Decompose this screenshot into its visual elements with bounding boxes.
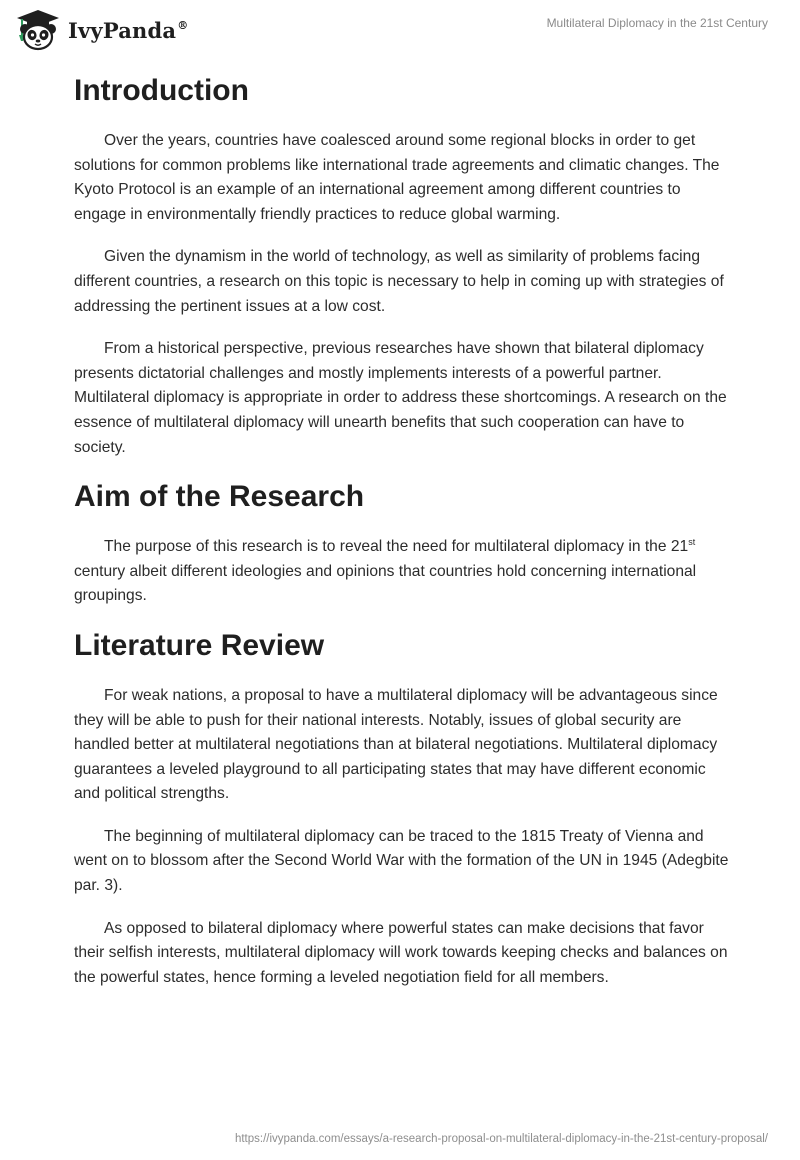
- essay-content: [74, 68, 734, 990]
- panda-logo-icon: [14, 8, 62, 52]
- literature-paragraph-1: For weak nations, a proposal to have a multilateral diplomacy will be advantageous since they will be able to push for their national interests. Notably, issues of global security are handled better at multilateral negotiations than at bilateral negotiations. Multilateral diplomacy guarantees a leveled playground to all participating states that may have different economic and political strengths.: [74, 686, 718, 803]
- aim-paragraph: [74, 535, 734, 609]
- heading-literature-review: Literature Review: [74, 628, 325, 662]
- logo[interactable]: [14, 8, 188, 52]
- heading-aim-of-the-research: Aim of the Research: [74, 480, 365, 514]
- intro-paragraph-2: Given the dynamism in the world of technology, as well as similarity of problems facing different countries, a research on this topic is necessary to help in coming up with strategies of addressing the pertinent issues at a low cost.: [74, 248, 724, 315]
- source-url[interactable]: https://ivypanda.com/essays/a-research-proposal-on-multilateral-diplomacy-in-the-21st-century-proposal/: [234, 1133, 768, 1145]
- ordinal-suffix: st: [688, 537, 696, 548]
- aim-paragraph-text-start: The purpose of this research is to reveal the need for multilateral diplomacy in the 21: [104, 538, 689, 556]
- literature-paragraph-2: The beginning of multilateral diplomacy can be traced to the 1815 Treaty of Vienna and went on to blossom after the Second World War with the formation of the UN in 1945 (Adegbite par. 3).: [74, 827, 729, 895]
- heading-introduction: Introduction: [74, 74, 249, 107]
- aim-paragraph-text-end: century albeit different ideologies and opinions that countries hold concerning international groupings.: [74, 562, 697, 605]
- intro-paragraph-1: Over the years, countries have coalesced around some regional blocks in order to get solutions for common problems like international trade agreements and climatic changes. The Kyoto Protocol is an example of an international agreement among different countries to engage in environmentally friendly practices to reduce global warming.: [74, 132, 720, 223]
- intro-paragraph-3: From a historical perspective, previous researches have shown that bilateral diplomacy presents dictatorial challenges and mostly implements interests of a powerful partner. Multilateral diplomacy is appropriate in order to address these shortcomings. A research on the essence of multilateral diplomacy will unearth benefits that such cooperation can have to society.: [74, 340, 727, 456]
- document-title: Multilateral Diplomacy in the 21st Century: [546, 16, 768, 30]
- literature-paragraph-3: As opposed to bilateral diplomacy where powerful states can make decisions that favor their selfish interests, multilateral diplomacy will work towards keeping checks and balances on the powerful states, hence forming a leveled negotiation field for all members.: [74, 919, 728, 986]
- page-header: [0, 0, 800, 60]
- logo-text: IvyPanda®: [68, 17, 189, 43]
